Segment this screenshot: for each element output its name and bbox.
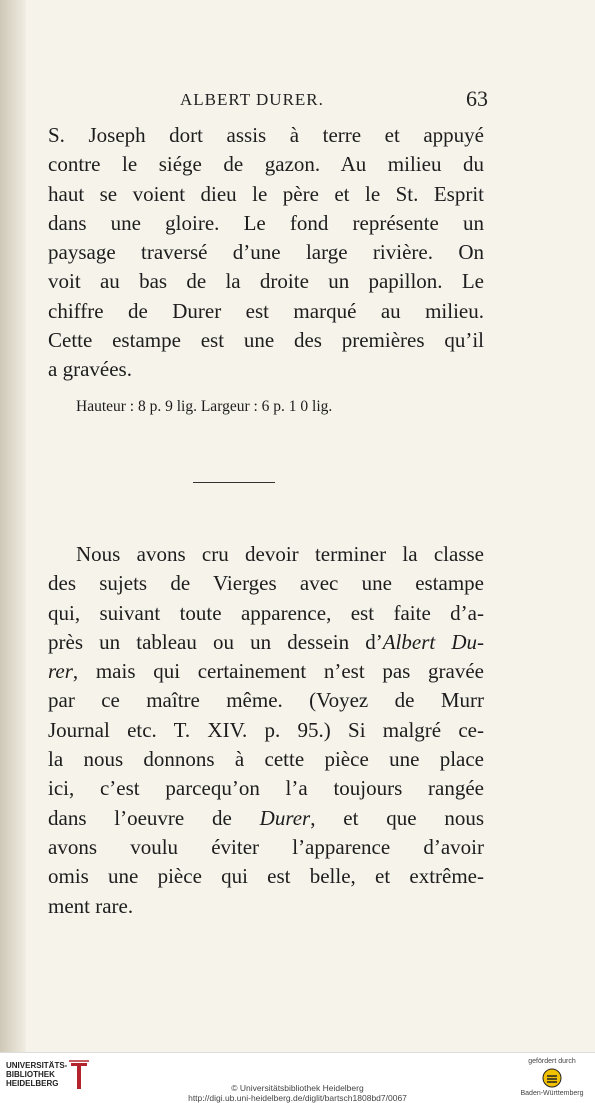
text-line: qui, suivant toute apparence, est faite d’a- [48, 600, 484, 625]
paragraph-2 [48, 540, 484, 921]
text-line: paysage traversé d’une large rivière. On [48, 240, 484, 265]
funded-by-label: gefördert durch [528, 1058, 576, 1065]
text-run: , mais qui certainement n’est pas gravée [72, 659, 484, 684]
text-line: par ce maître même. (Voyez de Murr [48, 688, 484, 713]
text-line: la nous donnons à cette pièce une place [48, 747, 484, 772]
text-line: ici, c’est parcequ’on l’a toujours rangée [48, 776, 484, 801]
text-line: Cette estampe est une des premières qu’il [48, 328, 484, 353]
text-line [48, 804, 484, 833]
text-run: dans l’oeuvre de [48, 805, 260, 830]
italic-name: Durer [259, 805, 311, 830]
text-line: avons voulu éviter l’apparence d’avoir [48, 834, 484, 859]
text-line: voit au bas de la droite un papillon. Le [48, 269, 484, 294]
text-line [48, 657, 484, 686]
text-line [48, 628, 484, 657]
italic-name: rer [48, 659, 73, 684]
section-divider [193, 482, 275, 483]
text-line: Journal etc. T. XIV. p. 95.) Si malgré ce- [48, 717, 484, 742]
page-number: 63 [466, 86, 488, 111]
text-line: omis une pièce qui est belle, et extrême- [48, 864, 484, 889]
page-gutter [0, 0, 26, 1052]
text-line: a gravées. [48, 357, 132, 382]
source-url-link[interactable]: http://digi.ub.uni-heidelberg.de/diglit/bartsch1808bd7/0067 [188, 1093, 407, 1103]
funder-block [517, 1057, 587, 1098]
italic-name: Albert Du- [382, 629, 484, 654]
running-head [48, 86, 488, 116]
copyright-notice [0, 1083, 595, 1103]
text-line: contre le siége de gazon. Au milieu du [48, 152, 484, 177]
text-line: ment rare. [48, 893, 134, 918]
text-line: chiffre de Durer est marqué au milieu. [48, 298, 484, 323]
running-head-title: ALBERT DURER. [180, 90, 324, 109]
text-line: haut se voient dieu le père et le St. Esprit [48, 181, 484, 206]
text-line: des sujets de Vierges avec une estampe [48, 571, 484, 596]
state-crest-icon [542, 1068, 562, 1088]
text-run: près un tableau ou un dessein d’ [48, 629, 383, 654]
footer-bar [0, 1052, 595, 1101]
text-line: Nous avons cru devoir terminer la classe [76, 542, 484, 566]
text-line: S. Joseph dort assis à terre et appuyé [48, 123, 484, 147]
text-line: dans une gloire. Le fond représente un [48, 210, 484, 235]
copyright-text: © Universitätsbibliothek Heidelberg [231, 1083, 364, 1093]
paragraph-1 [48, 121, 484, 385]
library-name-line: BIBLIOTHEK [6, 1070, 55, 1079]
library-name-line: UNIVERSITÄTS- [6, 1061, 68, 1070]
funder-name: Baden-Württemberg [520, 1090, 584, 1097]
text-run: , et que nous [310, 805, 484, 830]
library-name-line: HEIDELBERG [6, 1079, 59, 1088]
dimensions-line: Hauteur : 8 p. 9 lig. Largeur : 6 p. 1 0 lig. [76, 398, 333, 415]
